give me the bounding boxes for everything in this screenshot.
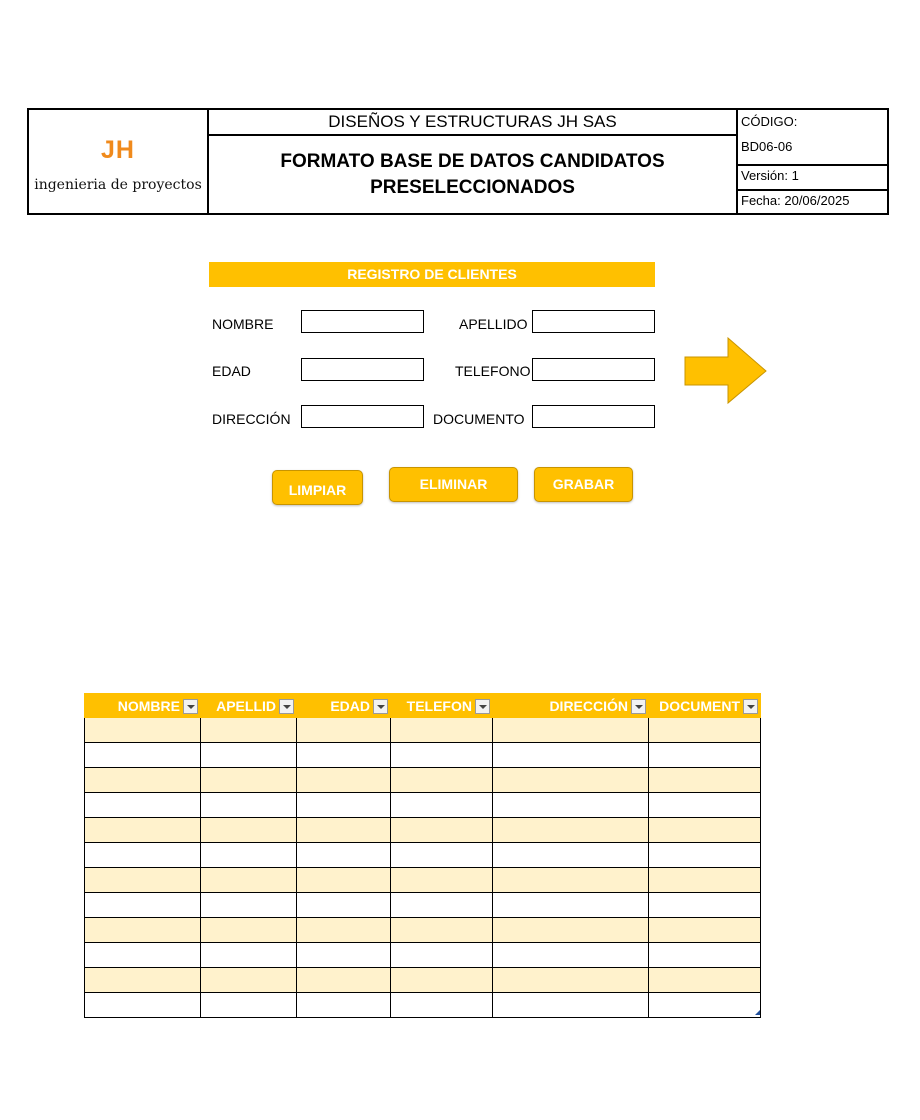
table-row [85,943,761,968]
documento-label: DOCUMENTO [433,411,525,427]
column-header-label: EDAD [330,698,370,715]
filter-dropdown-icon[interactable] [183,699,198,714]
table-cell[interactable] [493,918,649,943]
table-cell[interactable] [201,968,297,993]
table-header-row [85,694,761,718]
table-cell[interactable] [297,993,391,1018]
table-row [85,968,761,993]
table-cell[interactable] [649,768,761,793]
table-cell[interactable] [297,768,391,793]
table-cell[interactable] [493,718,649,743]
meta-divider [738,189,887,191]
table-cell[interactable] [297,893,391,918]
edad-label: EDAD [212,363,251,379]
table-row [85,918,761,943]
meta-divider [738,164,887,166]
table-cell[interactable] [649,993,761,1018]
table-cell[interactable] [391,843,493,868]
table-cell[interactable] [649,743,761,768]
table-cell[interactable] [391,993,493,1018]
table-cell[interactable] [85,943,201,968]
table-cell[interactable] [85,718,201,743]
table-cell[interactable] [391,743,493,768]
edad-input[interactable] [301,358,424,381]
column-header-label: DIRECCIÓN [549,698,628,715]
column-header-label: DOCUMENT [659,698,740,715]
nombre-input[interactable] [301,310,424,333]
table-body [85,718,761,1018]
table-cell[interactable] [297,968,391,993]
table-resize-handle-icon[interactable] [755,1010,760,1015]
table-cell[interactable] [493,993,649,1018]
table-cell[interactable] [201,868,297,893]
table-cell[interactable] [493,893,649,918]
form-title-line1: FORMATO BASE DE DATOS CANDIDATOS [280,151,665,172]
nombre-label: NOMBRE [212,316,274,332]
column-header-label: TELEFON [406,698,472,715]
documento-input[interactable] [532,405,655,428]
table-cell[interactable] [493,843,649,868]
table-cell[interactable] [297,743,391,768]
apellido-label: APELLIDO [459,316,528,332]
telefono-input[interactable] [532,358,655,381]
table-cell[interactable] [297,818,391,843]
table-cell[interactable] [297,943,391,968]
table-cell[interactable] [85,868,201,893]
table-cell[interactable] [201,993,297,1018]
table-row [85,818,761,843]
table-cell[interactable] [493,793,649,818]
table-cell[interactable] [297,868,391,893]
table-row [85,993,761,1018]
table-cell[interactable] [85,918,201,943]
table-cell[interactable] [649,818,761,843]
table-cell[interactable] [649,943,761,968]
code-value: BD06-06 [741,139,793,154]
form-title-line2: PRESELECCIONADOS [370,177,575,198]
company-name: DISEÑOS Y ESTRUCTURAS JH SAS [209,110,736,136]
limpiar-button[interactable]: LIMPIAR [272,470,363,505]
table-row [85,868,761,893]
table-cell[interactable] [297,918,391,943]
direccion-input[interactable] [301,405,424,428]
filter-dropdown-icon[interactable] [279,699,294,714]
table-cell[interactable] [493,968,649,993]
table-row [85,743,761,768]
column-header-telefono[interactable] [391,694,493,718]
table-cell[interactable] [649,893,761,918]
version-label: Versión: 1 [741,168,799,183]
table-cell[interactable] [493,868,649,893]
table-cell[interactable] [85,843,201,868]
table-cell[interactable] [201,893,297,918]
grabar-button[interactable]: GRABAR [534,467,633,502]
table-cell[interactable] [391,818,493,843]
table-cell[interactable] [85,768,201,793]
table-cell[interactable] [649,918,761,943]
eliminar-button[interactable]: ELIMINAR [389,467,518,502]
table-cell[interactable] [391,918,493,943]
table-cell[interactable] [297,793,391,818]
table-cell[interactable] [297,843,391,868]
table-row [85,893,761,918]
table-cell[interactable] [391,868,493,893]
column-header-edad[interactable] [297,694,391,718]
logo-mark: JH [101,136,135,164]
table-cell[interactable] [201,843,297,868]
table-row [85,843,761,868]
table-cell[interactable] [391,968,493,993]
table-cell[interactable] [85,818,201,843]
table-cell[interactable] [649,718,761,743]
column-header-nombre[interactable] [85,694,201,718]
table-cell[interactable] [85,993,201,1018]
table-cell[interactable] [493,943,649,968]
table-row [85,718,761,743]
table-cell[interactable] [649,868,761,893]
date-label: Fecha: 20/06/2025 [741,193,850,208]
table-row [85,793,761,818]
table-cell[interactable] [493,818,649,843]
form-banner: REGISTRO DE CLIENTES [209,262,655,287]
table-row [85,768,761,793]
table-cell[interactable] [649,793,761,818]
filter-dropdown-icon[interactable] [475,699,490,714]
table-cell[interactable] [297,718,391,743]
form-title [209,136,736,213]
table-cell[interactable] [201,943,297,968]
table-cell[interactable] [201,818,297,843]
filter-dropdown-icon[interactable] [631,699,646,714]
table-cell[interactable] [85,743,201,768]
table-cell[interactable] [85,793,201,818]
code-label: CÓDIGO: [741,114,798,129]
clients-table [84,693,761,1018]
company-logo [29,110,209,213]
table-cell[interactable] [391,943,493,968]
column-header-label: NOMBRE [117,698,180,715]
table-cell[interactable] [391,718,493,743]
document-header [27,108,889,215]
table-cell[interactable] [201,768,297,793]
filter-dropdown-icon[interactable] [373,699,388,714]
table-cell[interactable] [201,918,297,943]
logo-tagline: ingenieria de proyectos [34,177,202,193]
column-header-label: APELLID [216,698,276,715]
column-header-direccion[interactable] [493,694,649,718]
column-header-apellido[interactable] [201,694,297,718]
filter-dropdown-icon[interactable] [743,699,758,714]
table-cell[interactable] [201,793,297,818]
table-cell[interactable] [201,743,297,768]
table-cell[interactable] [649,843,761,868]
table-cell[interactable] [201,718,297,743]
table-cell[interactable] [391,768,493,793]
table-cell[interactable] [391,793,493,818]
arrow-right-icon [684,337,768,405]
table-cell[interactable] [493,768,649,793]
table-cell[interactable] [391,893,493,918]
direccion-label: DIRECCIÓN [212,411,291,427]
table-cell[interactable] [85,968,201,993]
table-cell[interactable] [649,968,761,993]
table-cell[interactable] [493,743,649,768]
telefono-label: TELEFONO [455,363,531,379]
table-cell[interactable] [85,893,201,918]
apellido-input[interactable] [532,310,655,333]
document-meta [736,110,887,213]
column-header-documento[interactable] [649,694,761,718]
